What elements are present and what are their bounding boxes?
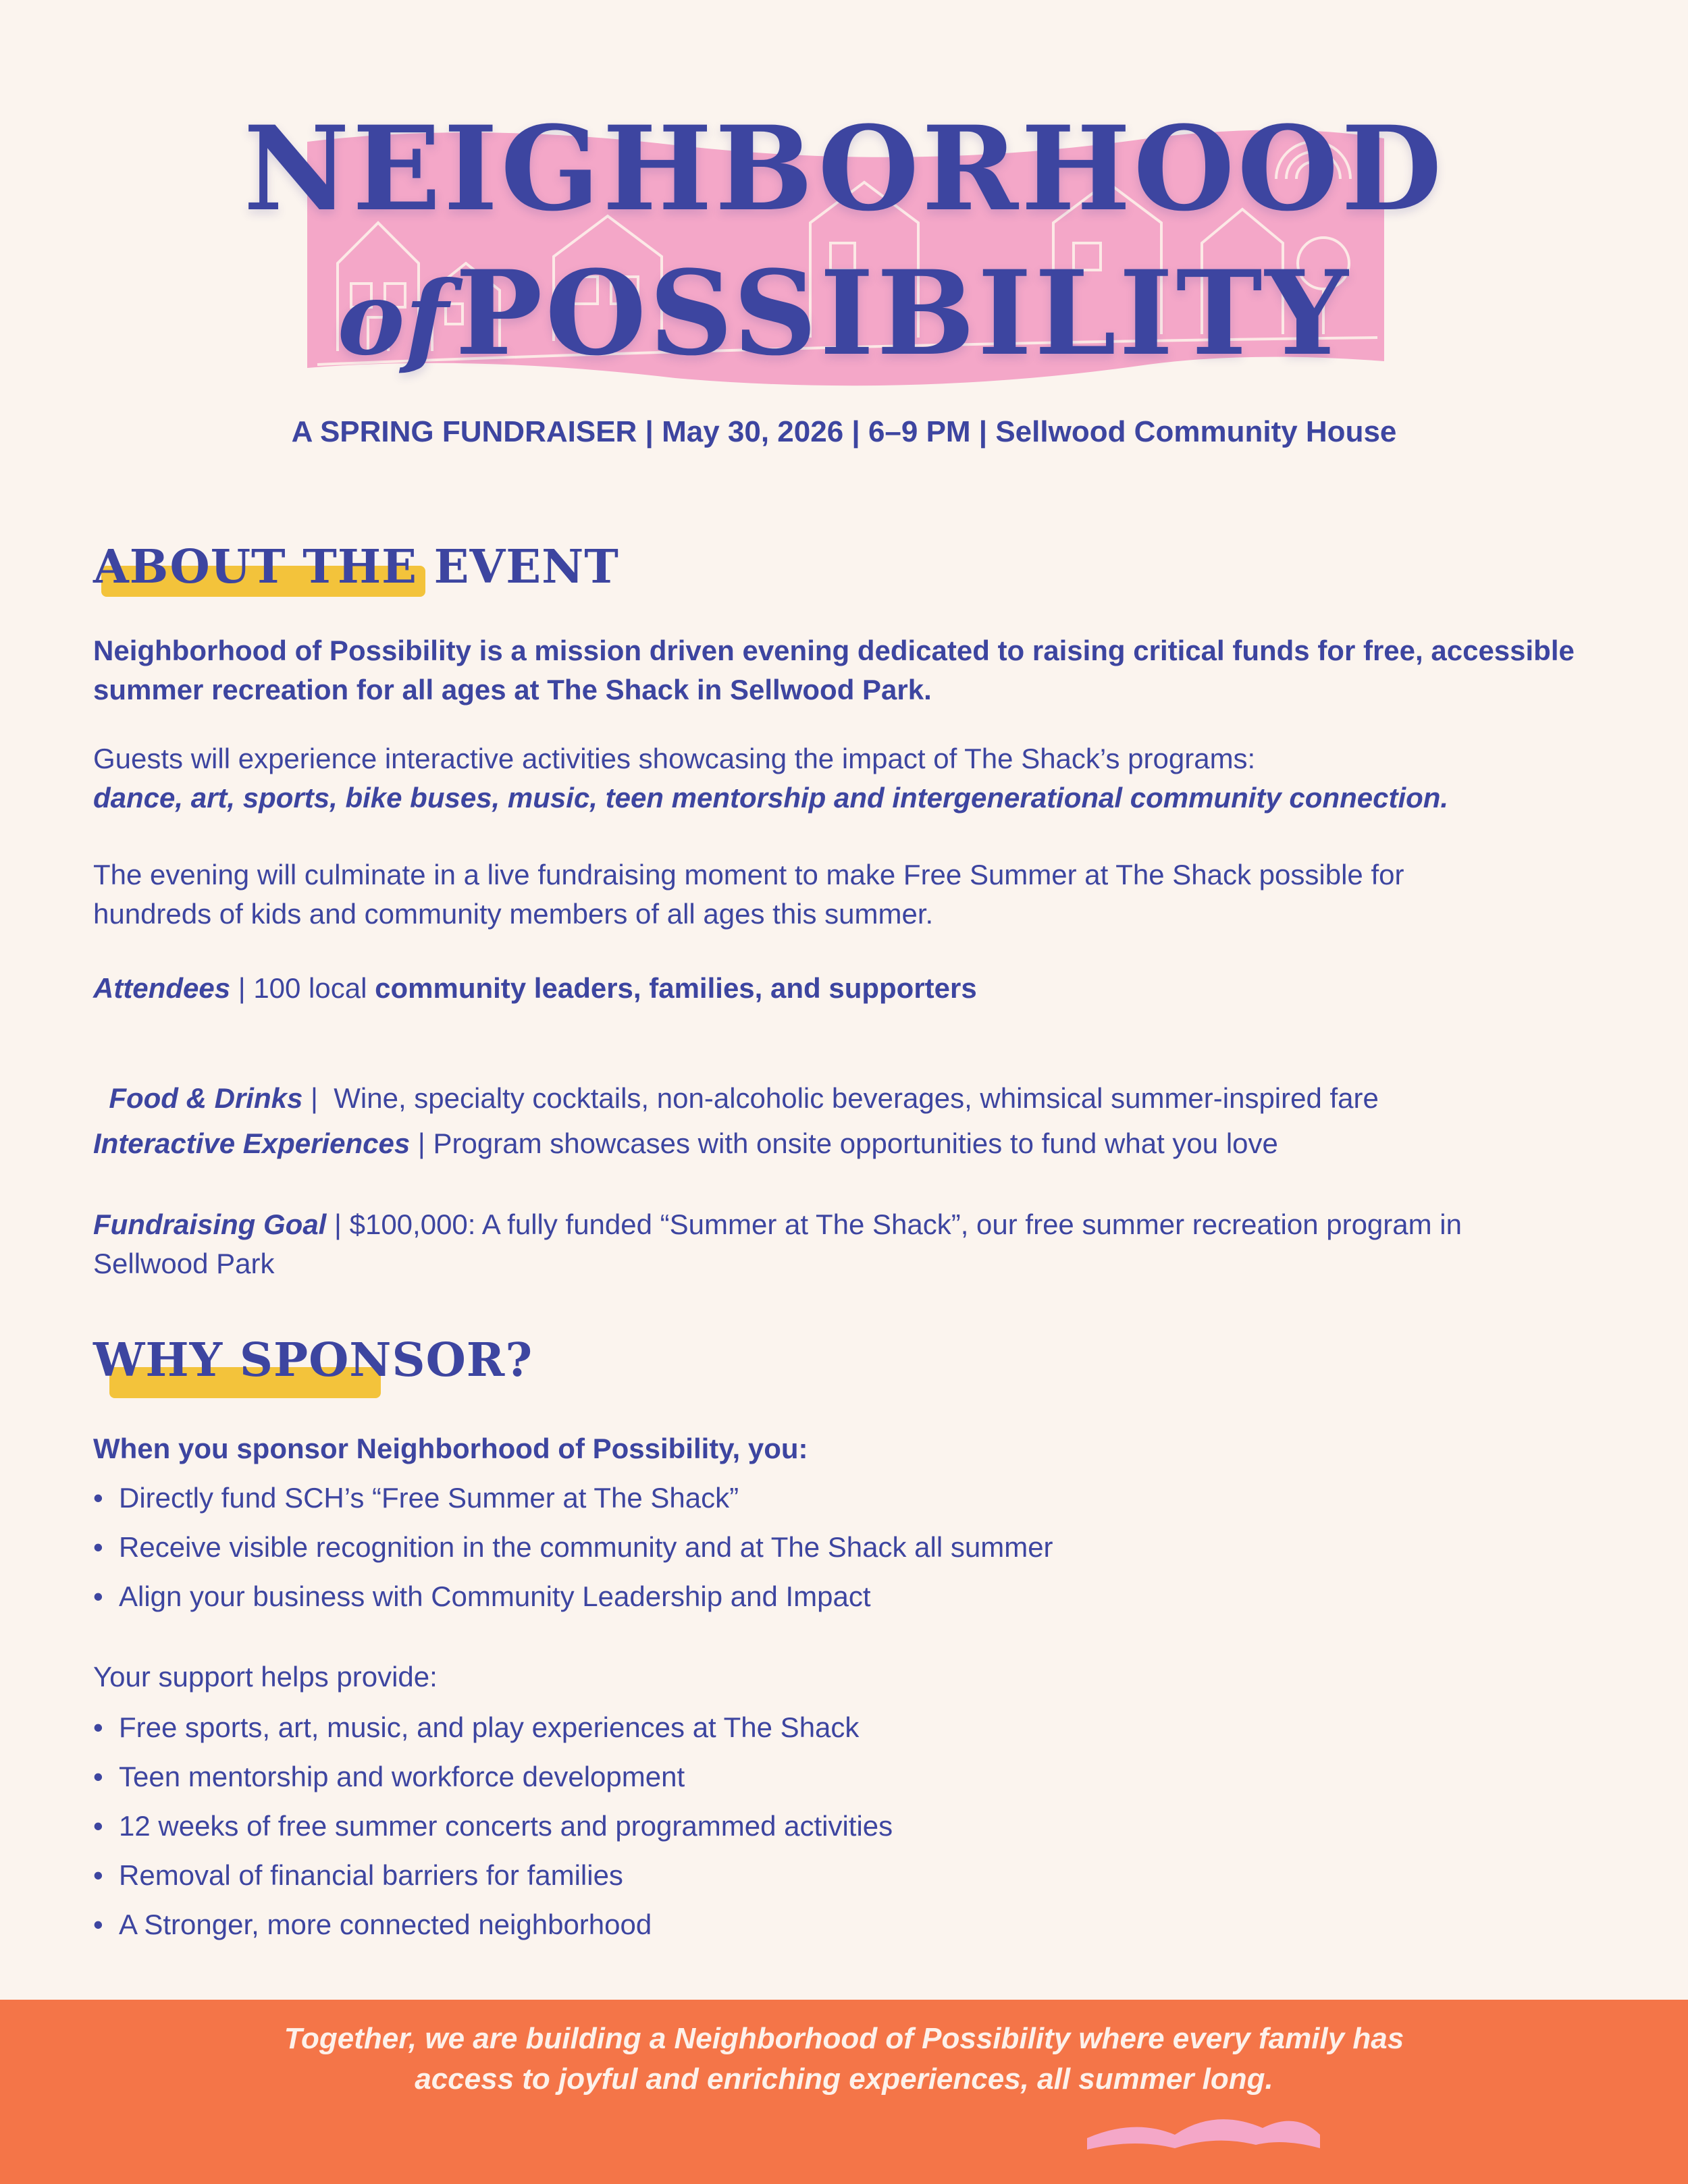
footer-line-2: access to joyful and enriching experiences, all summer long.: [415, 2062, 1273, 2096]
list-item-text: A Stronger, more connected neighborhood: [119, 1909, 652, 1940]
about-culminate: The evening will culminate in a live fundraising moment to make Free Summer at The Shack possible for hundreds of kids and community members of all ages this summer.: [93, 859, 1404, 930]
about-heading: ABOUT THE EVENT: [93, 540, 619, 594]
list-item: [93, 1801, 893, 1850]
about-intro: Neighborhood of Possibility is a mission driven evening dedicated to raising critical funds for free, accessible summer recreation for all ages at The Shack in Sellwood Park.: [93, 635, 1575, 705]
detail-label: Food & Drinks: [109, 1082, 303, 1114]
benefits-list: [93, 1473, 1053, 1621]
detail-text-bold: community leaders, families, and supporters: [375, 972, 977, 1004]
detail-text: Wine, specialty cocktails, non-alcoholic beverages, whimsical summer-inspired fare: [334, 1082, 1379, 1114]
sponsor-lead: When you sponsor Neighborhood of Possibility, you:: [93, 1433, 808, 1464]
bullet-icon: •: [93, 1711, 103, 1743]
list-item-text: Free sports, art, music, and play experiences at The Shack: [119, 1711, 860, 1743]
list-item: [93, 1900, 893, 1949]
about-guests: [93, 739, 1619, 818]
sponsor-heading: WHY SPONSOR?: [93, 1333, 533, 1387]
hero-banner: [0, 0, 1688, 486]
title-line-1: NEIGHBORHOOD: [243, 100, 1445, 237]
list-item-text: 12 weeks of free summer concerts and programmed activities: [119, 1810, 893, 1842]
detail-attendees: [93, 972, 977, 1005]
banner-illustration: [0, 0, 1688, 486]
bullet-icon: •: [93, 1859, 103, 1891]
bullet-icon: •: [93, 1761, 103, 1792]
detail-sep: |: [230, 972, 254, 1004]
list-item: [93, 1572, 1053, 1621]
detail-sep: |: [302, 1082, 334, 1114]
title-line-2: [0, 244, 1688, 381]
about-guests-activities: dance, art, sports, bike buses, music, teen mentorship and intergenerational community connection.: [93, 782, 1449, 814]
detail-interactive-experiences: [93, 1127, 1278, 1160]
list-item-text: Removal of financial barriers for families: [119, 1859, 623, 1891]
list-item: [93, 1473, 1053, 1522]
footer-message: [0, 2019, 1688, 2100]
footer-line-1: Together, we are building a Neighborhood of Possibility where every family has: [284, 2022, 1404, 2055]
title-possibility: POSSIBILITY: [455, 244, 1351, 381]
event-subtitle: A SPRING FUNDRAISER | May 30, 2026 | 6–9 PM | Sellwood Community House: [291, 415, 1397, 448]
detail-label: Fundraising Goal: [93, 1208, 327, 1240]
list-item: [93, 1703, 893, 1752]
list-item-text: Receive visible recognition in the community and at The Shack all summer: [119, 1531, 1053, 1563]
about-guests-line: Guests will experience interactive activities showcasing the impact of The Shack’s programs:: [93, 743, 1256, 774]
list-item-text: Teen mentorship and workforce development: [119, 1761, 685, 1792]
bullet-icon: •: [93, 1482, 103, 1514]
bullet-icon: •: [93, 1531, 103, 1563]
list-item: [93, 1522, 1053, 1572]
detail-text: $100,000: A fully funded “Summer at The Shack”, our free summer recreation program in Sellwood Park: [93, 1208, 1462, 1279]
bullet-icon: •: [93, 1909, 103, 1940]
detail-label: Interactive Experiences: [93, 1127, 411, 1159]
detail-text: Program showcases with onsite opportunities to fund what you love: [433, 1127, 1278, 1159]
list-item-text: Directly fund SCH’s “Free Summer at The Shack”: [119, 1482, 739, 1514]
title-of: of: [337, 259, 449, 378]
detail-label: Attendees: [93, 972, 231, 1004]
bullet-icon: •: [93, 1810, 103, 1842]
detail-fundraising-goal: [93, 1205, 1538, 1283]
list-item-text: Align your business with Community Leadership and Impact: [119, 1580, 871, 1612]
support-lead: Your support helps provide:: [93, 1661, 438, 1693]
list-item: [93, 1752, 893, 1801]
bullet-icon: •: [93, 1580, 103, 1612]
detail-sep: |: [326, 1208, 350, 1240]
detail-food-drinks: [93, 1050, 1379, 1115]
list-item: [93, 1850, 893, 1900]
detail-sep: |: [410, 1127, 433, 1159]
detail-text: 100 local: [253, 972, 375, 1004]
support-list: [93, 1703, 893, 1949]
